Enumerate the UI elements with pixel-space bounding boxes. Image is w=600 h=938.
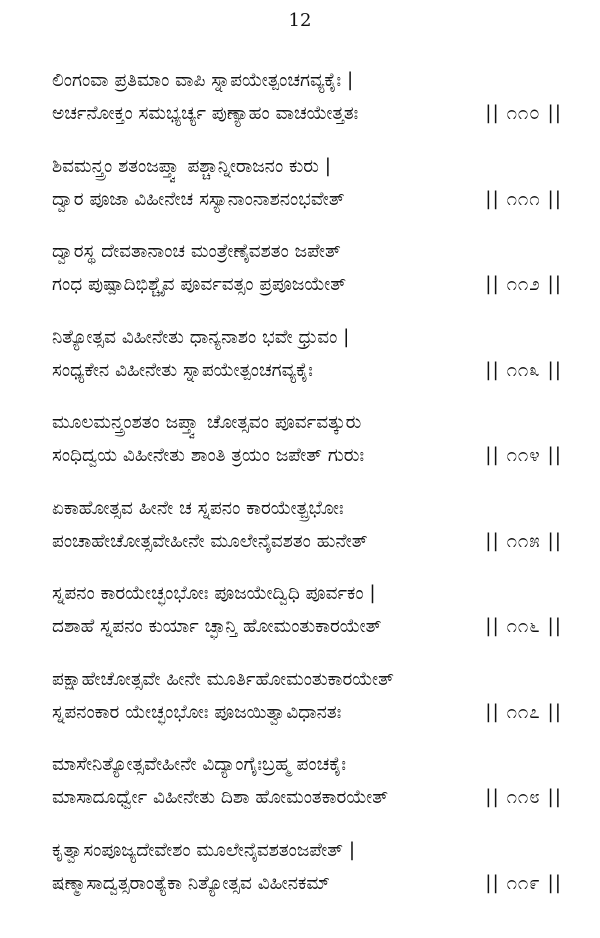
verse-list [52,64,562,919]
verse-text: ಲಿಂಗಂವಾ ಪ್ರತಿಮಾಂ ವಾಪಿ ಸ್ನಾಪಯೇತ್ಪಂಚಗವ್ಯಕೈಃ | [52,70,354,91]
verse-117 [52,663,562,749]
verse-114 [52,406,562,492]
verse-line-1 [52,663,562,696]
verse-line-1 [52,748,562,781]
verse-number: || ೧೧೦ || [485,103,562,124]
verse-text: ಷಣ್ಮಾಸಾದ್ವತ್ಸರಾಂತ್ಯೆಕಾ ನಿತ್ಯೋತ್ಸವ ವಿಹೀನಕಮ್ [52,872,330,894]
verse-text: ದಶಾಹೆ ಸ್ನಪನಂ ಕುರ್ಯಾ ಚ್ಛಾನ್ತಿ ಹೋಮಂತುಕಾರಯೇತ್ [52,616,382,637]
verse-text: ಏಕಾಹೋತ್ಸವ ಹೀನೇ ಚ ಸ್ನಪನಂ ಕಾರಯೇತ್ಪ್ರಭೋಃ [52,497,344,519]
verse-text: ಸಂಧ್ಯಕೇನ ವಿಹೀನೇತು ಸ್ನಾಪಯೇತ್ಪಂಚಗವ್ಯಕೈಃ [52,359,313,381]
verse-text: ಕೃತ್ವಾಸಂಪೂಜ್ಯದೇವೇಶಂ ಮೂಲೇನೈವಶತಂಜಪೇತ್ | [52,839,356,861]
verse-line-1 [52,64,562,97]
verse-text: ದ್ವಾರ ಪೂಜಾ ವಿಹೀನೇಚ ಸಸ್ಯಾನಾಂನಾಶನಂಭವೇತ್ [52,188,345,210]
verse-text: ಶಿವಮನ್ತ್ರಂ ಶತಂಜಪ್ತ್ವಾ ಪಶ್ಚಾನ್ನೀರಾಜನಂ ಕುರು | [52,155,332,177]
verse-line-1 [52,150,562,183]
verse-line-2 [52,696,562,729]
verse-line-2 [52,439,562,472]
verse-111 [52,150,562,236]
verse-number: || ೧೧೨ || [485,274,562,295]
verse-line-2 [52,268,562,301]
verse-line-1 [52,577,562,610]
verse-text: ಗಂಧ ಪುಷ್ಪಾದಿಭಿಶ್ಚೈವ ಪೂರ್ವವತ್ಸಂ ಪ್ರಪೂಜಯೇತ್ [52,274,347,295]
verse-119 [52,834,562,920]
verse-line-1 [52,492,562,525]
verse-113 [52,321,562,407]
verse-line-2 [52,867,562,900]
verse-number: || ೧೧೪ || [485,445,562,466]
verse-text: ಸ್ನಪನಂಕಾರ ಯೇಚ್ಛಂಭೋಃ ಪೂಜಯಿತ್ವಾವಿಧಾನತಃ [52,701,342,723]
verse-line-2 [52,354,562,387]
verse-line-1 [52,321,562,354]
verse-line-2 [52,525,562,558]
verse-line-2 [52,610,562,643]
verse-text: ಅರ್ಚನೋಕ್ತಂ ಸಮಭ್ಯರ್ಚ್ಯ ಪುಣ್ಯಾಹಂ ವಾಚಯೇತ್ತತಃ [52,103,359,124]
verse-number: || ೧೧೩ || [485,359,562,381]
verse-line-1 [52,235,562,268]
verse-118 [52,748,562,834]
verse-line-1 [52,834,562,867]
verse-116 [52,577,562,663]
verse-text: ಮೂಲಮನ್ತ್ರಂಶತಂ ಜಪ್ತ್ವಾ ಚೋತ್ಸವಂ ಪೂರ್ವವತ್ಕುರು [52,412,362,433]
verse-number: || ೧೧೫ || [485,530,562,552]
verse-number: || ೧೧೭ || [485,701,562,723]
page-number: 12 [288,10,312,31]
verse-line-2 [52,97,562,130]
verse-text: ನಿತ್ಯೋತ್ಸವ ವಿಹೀನೇತು ಧಾನ್ಯನಾಶಂ ಭವೇ ಧ್ರುವಂ | [52,326,350,348]
verse-text: ಪಂಚಾಹೇಚೋತ್ಸವೇಹೀನೇ ಮೂಲೇನೈವಶತಂ ಹುನೇತ್ [52,530,368,552]
verse-text: ಸ್ನಪನಂ ಕಾರಯೇಚ್ಛಂಭೋಃ ಪೂಜಯೇದ್ವಿಧಿ ಪೂರ್ವಕಂ | [52,583,376,604]
verse-text: ಮಾಸೇನಿತ್ಯೋತ್ಸವೇಹೀನೇ ವಿದ್ಯಾಂಗೈಃಬ್ರಹ್ಮ ಪಂಚಕೈಃ [52,754,346,775]
verse-text: ದ್ವಾರಸ್ಥ ದೇವತಾನಾಂಚ ಮಂತ್ರೇಣೈವಶತಂ ಜಪೇತ್ [52,241,341,262]
verse-line-1 [52,406,562,439]
verse-text: ಸಂಧಿದ್ವಯ ವಿಹೀನೇತು ಶಾಂತಿ ತ್ರಯಂ ಜಪೇತ್ ಗುರುಃ [52,445,365,466]
verse-text: ಮಾಸಾದೂರ್ಧ್ವೇ ವಿಹೀನೇತು ದಿಶಾ ಹೋಮಂತಕಾರಯೇತ್ [52,787,389,808]
verse-number: || ೧೧೮ || [485,787,562,808]
verse-line-2 [52,183,562,216]
verse-110 [52,64,562,150]
verse-number: || ೧೧೧ || [485,188,562,210]
verse-text: ಪಕ್ಷಾಹೇಚೋತ್ಸವೇ ಹೀನೇ ಮೂರ್ತಿಹೋಮಂತುಕಾರಯೇತ್ [52,668,394,690]
verse-112 [52,235,562,321]
verse-115 [52,492,562,578]
verse-number: || ೧೧೬ || [485,616,562,637]
verse-line-2 [52,781,562,814]
verse-number: || ೧೧೯ || [485,872,562,894]
